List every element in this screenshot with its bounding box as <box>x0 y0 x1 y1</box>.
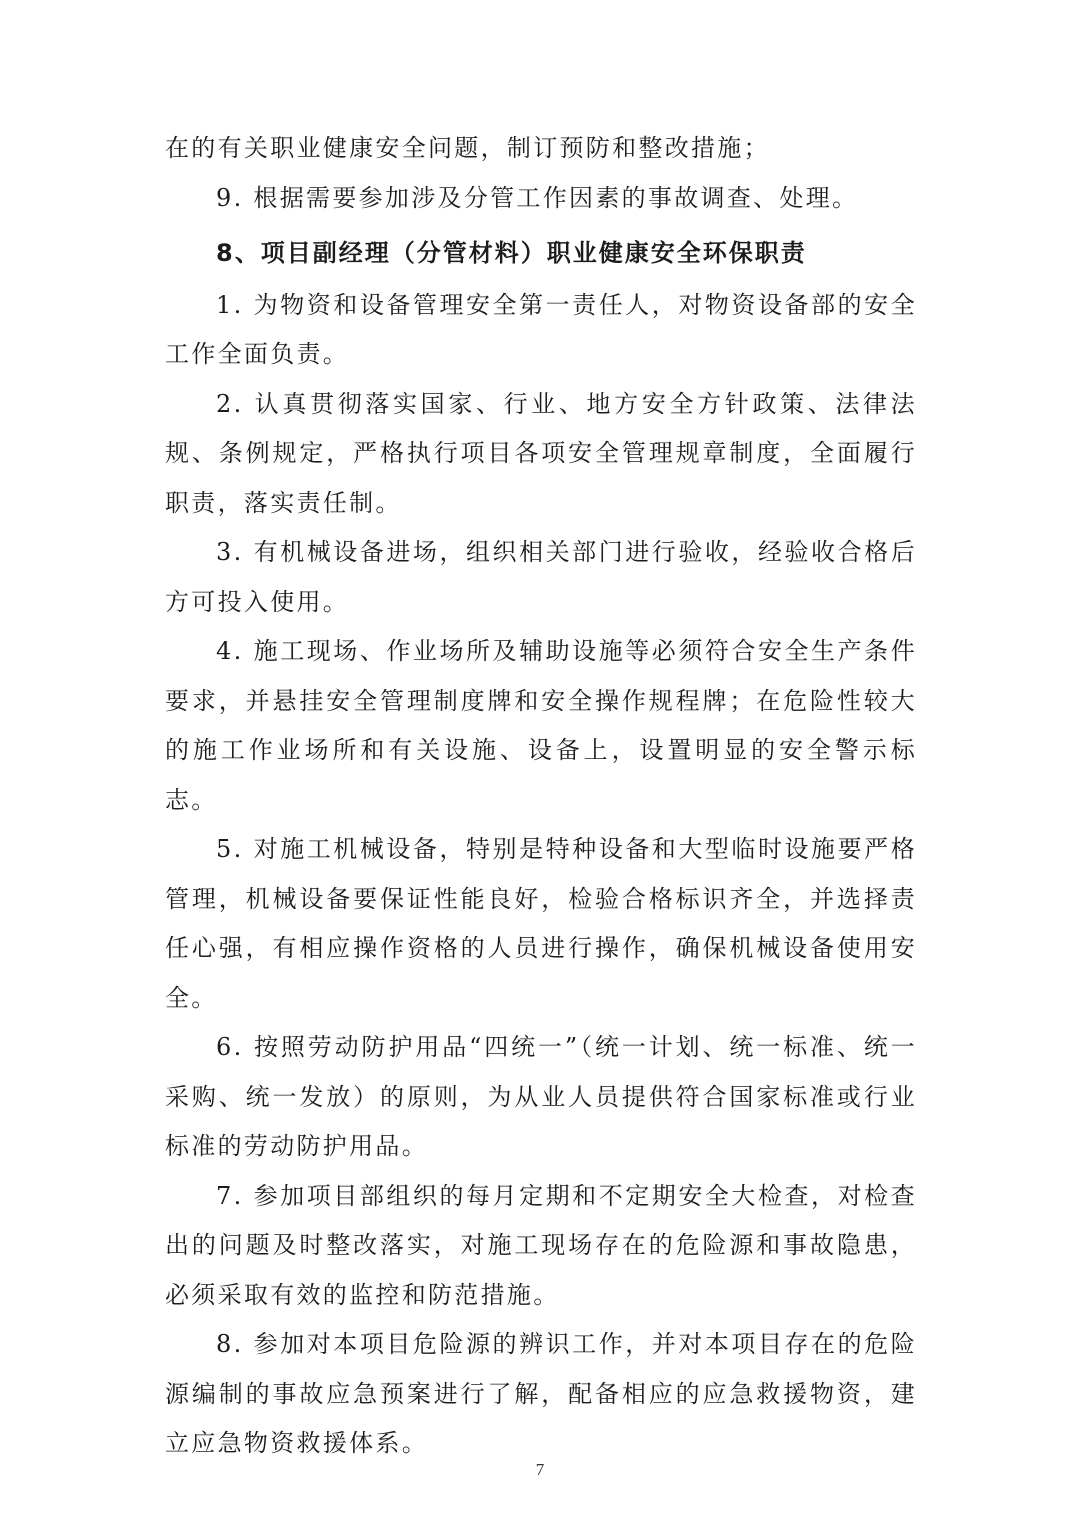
list-item-9: 9. 根据需要参加涉及分管工作因素的事故调查、处理。 <box>216 183 859 212</box>
section-heading: 8、项目副经理（分管材料）职业健康安全环保职责 <box>216 239 807 267</box>
list-item-7: 7. 参加项目部组织的每月定期和不定期安全大检查，对检查出的问题及时整改落实，对施工现场存在的危险源和事故隐患，必须采取有效的监控和防范措施。 <box>165 1181 917 1309</box>
list-item-6: 6. 按照劳动防护用品“四统一”（统一计划、统一标准、统一采购、统一发放）的原则，为从业人员提供符合国家标准或行业标准的劳动防护用品。 <box>165 1033 917 1160</box>
list-item-5: 5. 对施工机械设备，特别是特种设备和大型临时设施要严格管理，机械设备要保证性能良好，检验合格标识齐全，并选择责任心强，有相应操作资格的人员进行操作，确保机械设备使用安全。 <box>165 835 917 1012</box>
list-item-8: 8. 参加对本项目危险源的辨识工作，并对本项目存在的危险源编制的事故应急预案进行了解，配备相应的应急救援物资，建立应急物资救援体系。 <box>165 1330 917 1457</box>
paragraph-continuation: 在的有关职业健康安全问题，制订预防和整改措施； <box>165 134 770 162</box>
list-item-1: 1. 为物资和设备管理安全第一责任人，对物资设备部的安全工作全面负责。 <box>165 290 917 368</box>
list-item-3: 3. 有机械设备进场，组织相关部门进行验收，经验收合格后方可投入使用。 <box>165 538 917 616</box>
list-item-2: 2. 认真贯彻落实国家、行业、地方安全方针政策、法律法规、条例规定，严格执行项目各项安全管理规章制度，全面履行职责，落实责任制。 <box>165 389 917 517</box>
list-item-4: 4. 施工现场、作业场所及辅助设施等必须符合安全生产条件要求，并悬挂安全管理制度牌和安全操作规程牌；在危险性较大的施工作业场所和有关设施、设备上，设置明显的安全警示标志。 <box>165 637 917 814</box>
document-body <box>165 124 917 1469</box>
page-number: 7 <box>535 1460 545 1479</box>
